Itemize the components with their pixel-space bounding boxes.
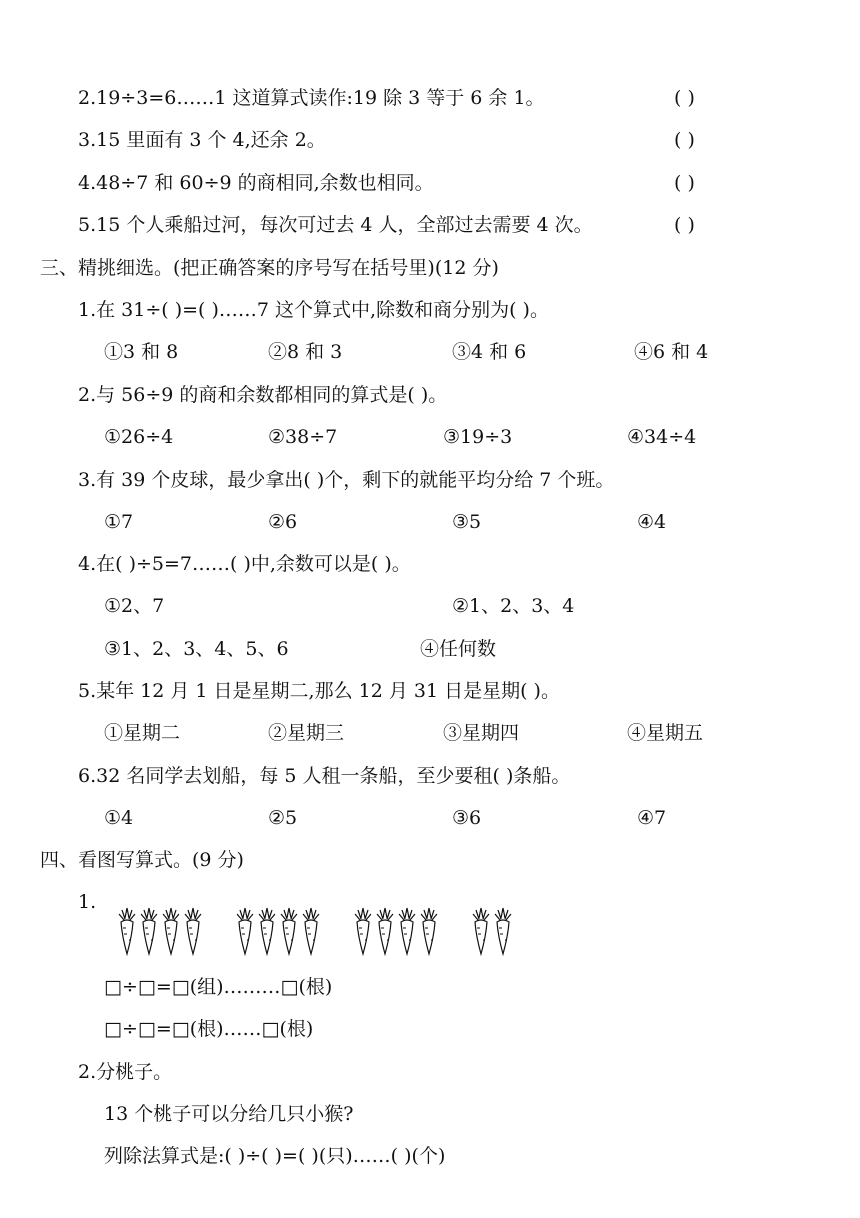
carrot-icon [396, 906, 418, 956]
choice-option[interactable]: ②5 [268, 807, 298, 829]
carrot-group [470, 906, 522, 956]
judge-q2: 2.19÷3=6……1 这道算式读作:19 除 3 等于 6 余 1。 [78, 87, 545, 109]
judge-q3: 3.15 里面有 3 个 4,还余 2。 [78, 129, 326, 151]
carrot-icon [278, 906, 300, 956]
carrot-group [116, 906, 212, 956]
carrot-icon [300, 906, 322, 956]
choice-option[interactable]: ④任何数 [420, 638, 497, 660]
carrot-icon [138, 906, 160, 956]
answer-blank[interactable]: ( ) [674, 129, 695, 151]
choice-option[interactable]: ④34÷4 [627, 426, 697, 448]
choice-option[interactable]: ①星期二 [104, 722, 181, 744]
carrot-icon [352, 906, 374, 956]
section-title: 四、看图写算式。(9 分) [40, 849, 244, 871]
choice-option[interactable]: ④7 [637, 807, 667, 829]
carrot-icon [492, 906, 514, 956]
answer-blank[interactable]: ( ) [674, 172, 695, 194]
carrot-icon [418, 906, 440, 956]
carrot-icon [160, 906, 182, 956]
carrot-icon [182, 906, 204, 956]
choice-option[interactable]: ③5 [452, 511, 482, 533]
choice-option[interactable]: ④4 [637, 511, 667, 533]
choice-question: 6.32 名同学去划船，每 5 人租一条船，至少要租( )条船。 [78, 765, 571, 787]
choice-option[interactable]: ①7 [104, 511, 134, 533]
carrot-icon [256, 906, 278, 956]
choice-option[interactable]: ①26÷4 [104, 426, 174, 448]
division-formula-blank[interactable]: 列除法算式是:( )÷( )=( )(只)……( )(个) [104, 1145, 446, 1167]
choice-option[interactable]: ③星期四 [443, 722, 520, 744]
question-text: 13 个桃子可以分给几只小猴? [104, 1103, 354, 1125]
choice-option[interactable]: ②1、2、3、4 [452, 595, 575, 617]
section-title: 三、精挑细选。(把正确答案的序号写在括号里)(12 分) [40, 257, 499, 279]
choice-question: 2.与 56÷9 的商和余数都相同的算式是( )。 [78, 384, 448, 406]
choice-question: 4.在( )÷5=7……( )中,余数可以是( )。 [78, 553, 411, 575]
choice-option[interactable]: ②星期三 [268, 722, 345, 744]
question-title: 2.分桃子。 [78, 1061, 173, 1083]
choice-option[interactable]: ③4 和 6 [452, 341, 527, 363]
formula-blank-groups[interactable]: □÷□=□(组)………□(根) [104, 976, 333, 998]
choice-option[interactable]: ④6 和 4 [634, 341, 709, 363]
choice-option[interactable]: ①3 和 8 [104, 341, 179, 363]
question-number: 1. [78, 891, 97, 913]
judge-q5: 5.15 个人乘船过河，每次可过去 4 人，全部过去需要 4 次。 [78, 214, 593, 236]
carrot-group [352, 906, 448, 956]
carrot-icon [374, 906, 396, 956]
choice-question: 1.在 31÷( )=( )……7 这个算式中,除数和商分别为( )。 [78, 299, 549, 321]
carrot-icon [470, 906, 492, 956]
judge-q4: 4.48÷7 和 60÷9 的商相同,余数也相同。 [78, 172, 434, 194]
choice-option[interactable]: ④星期五 [627, 722, 704, 744]
choice-question: 3.有 39 个皮球，最少拿出( )个，剩下的就能平均分给 7 个班。 [78, 469, 615, 491]
answer-blank[interactable]: ( ) [674, 214, 695, 236]
choice-option[interactable]: ①4 [104, 807, 134, 829]
answer-blank[interactable]: ( ) [674, 87, 695, 109]
choice-option[interactable]: ①2、7 [104, 595, 165, 617]
choice-option[interactable]: ③6 [452, 807, 482, 829]
choice-option[interactable]: ③19÷3 [443, 426, 513, 448]
choice-option[interactable]: ③1、2、3、4、5、6 [104, 638, 289, 660]
choice-option[interactable]: ②38÷7 [268, 426, 338, 448]
choice-option[interactable]: ②6 [268, 511, 298, 533]
choice-question: 5.某年 12 月 1 日是星期二,那么 12 月 31 日是星期( )。 [78, 680, 560, 702]
choice-option[interactable]: ②8 和 3 [268, 341, 343, 363]
carrot-icon [234, 906, 256, 956]
formula-blank-each[interactable]: □÷□=□(根)……□(根) [104, 1018, 314, 1040]
carrot-icon [116, 906, 138, 956]
carrot-group [234, 906, 330, 956]
